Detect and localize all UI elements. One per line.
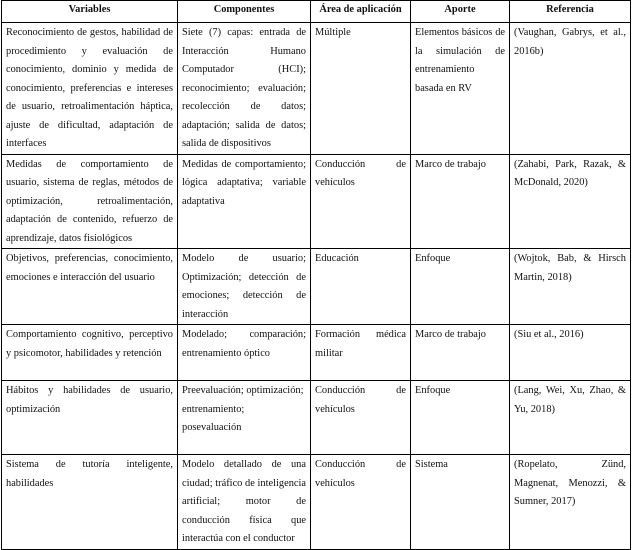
table-row [2, 381, 631, 455]
cell-componentes: Preevaluación; optimización; entrenamiento; posevaluación [178, 381, 311, 455]
table-row [2, 154, 631, 249]
cell-area: Conducción de vehículos [311, 154, 411, 249]
cell-componentes: Siete (7) capas: entrada de Interacción Humano Computador (HCI); reconocimiento; evaluación; recolección de datos; adaptación; salida de datos; salida de dispositivos [178, 23, 311, 155]
header-variables: Variables [2, 1, 178, 23]
cell-componentes: Modelado; comparación; entrenamiento óptico [178, 325, 311, 381]
header-referencia: Referencia [510, 1, 631, 23]
cell-aporte: Enfoque [411, 381, 510, 455]
cell-referencia: (Zahabi, Park, Razak, & McDonald, 2020) [510, 154, 631, 249]
cell-variables: Comportamiento cognitivo, perceptivo y psicomotor, habilidades y retención [2, 325, 178, 381]
table-row [2, 23, 631, 155]
cell-variables: Sistema de tutoría inteligente, habilidades [2, 455, 178, 550]
cell-aporte: Marco de trabajo [411, 154, 510, 249]
cell-componentes: Modelo detallado de una ciudad; tráfico de inteligencia artificial; motor de conducción física que interactúa con el conductor [178, 455, 311, 550]
table-row [2, 249, 631, 325]
cell-componentes: Modelo de usuario; Optimización; detección de emociones; detección de interacción [178, 249, 311, 325]
header-componentes: Componentes [178, 1, 311, 23]
literature-review-table [1, 0, 631, 550]
cell-area: Conducción de vehículos [311, 455, 411, 550]
cell-aporte: Sistema [411, 455, 510, 550]
cell-area: Formación médica militar [311, 325, 411, 381]
cell-referencia: (Ropelato, Zünd, Magnenat, Menozzi, & Sumner, 2017) [510, 455, 631, 550]
cell-aporte: Marco de trabajo [411, 325, 510, 381]
cell-referencia: (Wojtok, Bab, & Hirsch Martin, 2018) [510, 249, 631, 325]
cell-aporte: Elementos básicos de la simulación de entrenamiento basada en RV [411, 23, 510, 155]
cell-area: Educación [311, 249, 411, 325]
cell-referencia: (Vaughan, Gabrys, et al., 2016b) [510, 23, 631, 155]
table-header-row [2, 1, 631, 23]
header-area: Área de aplicación [311, 1, 411, 23]
cell-referencia: (Siu et al., 2016) [510, 325, 631, 381]
cell-variables: Objetivos, preferencias, conocimiento, emociones e interacción del usuario [2, 249, 178, 325]
header-aporte: Aporte [411, 1, 510, 23]
cell-aporte: Enfoque [411, 249, 510, 325]
table-row [2, 455, 631, 550]
cell-variables: Hábitos y habilidades de usuario, optimización [2, 381, 178, 455]
table-row [2, 325, 631, 381]
cell-variables: Reconocimiento de gestos, habilidad de procedimiento y evaluación de conocimiento, dominio y medida de conocimiento, preferencias e intereses de usuario, retroalimentación háptica, ajuste de dificultad, adaptación de interfaces [2, 23, 178, 155]
cell-variables: Medidas de comportamiento de usuario, sistema de reglas, métodos de optimización, retroalimentación, adaptación de contenido, refuerzo de aprendizaje, datos fisiológicos [2, 154, 178, 249]
cell-componentes: Medidas de comportamiento; lógica adaptativa; variable adaptativa [178, 154, 311, 249]
cell-area: Conducción de vehículos [311, 381, 411, 455]
cell-referencia: (Lang, Wei, Xu, Zhao, & Yu, 2018) [510, 381, 631, 455]
cell-area: Múltiple [311, 23, 411, 155]
